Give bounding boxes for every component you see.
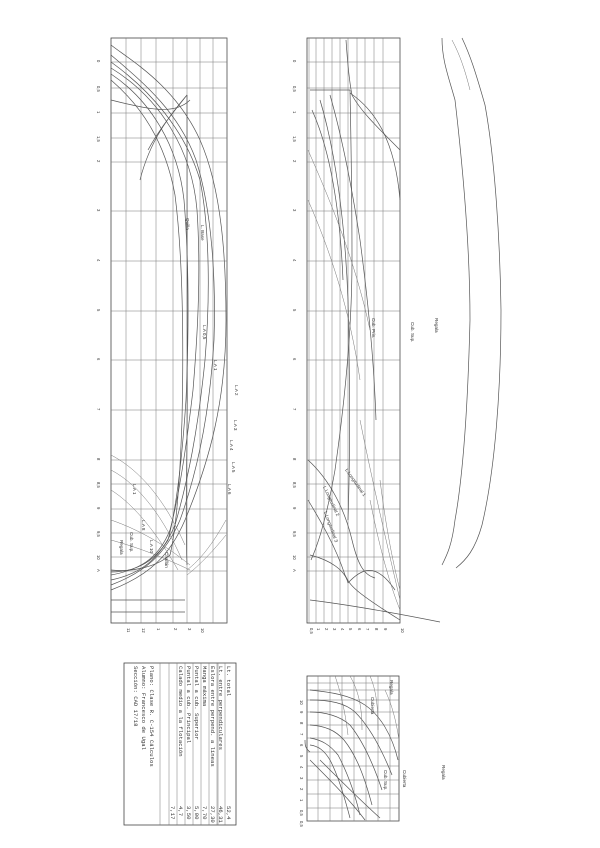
label-regala-small: Regala xyxy=(389,680,394,695)
table-row-value: 4,7 xyxy=(177,806,184,817)
section-tick: 9 xyxy=(299,711,304,714)
station-tick: 0 xyxy=(292,60,297,63)
station-tick: 9 xyxy=(292,507,297,510)
label-longitudinal-1: L.Longitudinal 1 xyxy=(344,467,367,498)
section-tick: 0,5 xyxy=(299,810,304,816)
station-tick: 7 xyxy=(292,408,297,411)
label-la10: L.A 10 xyxy=(149,540,154,554)
label-chaflan: Chaflán xyxy=(164,552,169,568)
buttock-grid-lines xyxy=(309,38,400,623)
waterline-grid-lines xyxy=(126,38,227,623)
label-linea-base: L. Base xyxy=(200,225,205,241)
waterline-tick: 5 xyxy=(348,628,353,631)
label-la8: L.A 8 xyxy=(141,520,146,531)
station-tick: 1 xyxy=(292,111,297,114)
table-footer xyxy=(132,666,155,767)
table-rows xyxy=(169,663,232,825)
label-cub-sup-small: Cub. Sup. xyxy=(383,770,388,791)
station-tick: 0,5 xyxy=(292,86,297,92)
section-tick: 8 xyxy=(299,722,304,725)
station-tick: 3 xyxy=(96,209,101,212)
body-plan-panel xyxy=(299,676,446,827)
section-tick: 0,5 xyxy=(299,821,304,827)
section-tick: 3 xyxy=(299,777,304,780)
table-row-label: Lt. total xyxy=(225,666,232,697)
label-quilla: Quilla xyxy=(185,218,190,230)
section-tick: 7 xyxy=(299,733,304,736)
waterline-tick-labels xyxy=(309,628,405,634)
waterline-tick: 12 xyxy=(141,628,146,633)
station-tick: 0,5 xyxy=(96,86,101,92)
label-la1: L.A 1 xyxy=(213,360,218,371)
station-tick: 3 xyxy=(292,209,297,212)
station-tick: 0 xyxy=(96,60,101,63)
station-tick-labels xyxy=(292,60,297,572)
label-la4: L.A 4 xyxy=(229,440,234,451)
section-tick: 4 xyxy=(299,766,304,769)
label-cubierta: Cub. Sup. xyxy=(129,532,134,553)
label-regala-right: Regala xyxy=(441,765,446,780)
waterline-tick: 1 xyxy=(156,628,161,631)
label-la05: L.A 0,5 xyxy=(202,325,207,340)
label-regala-profile: Regala xyxy=(434,318,439,333)
station-grid-lines xyxy=(111,62,227,571)
station-tick: 1 xyxy=(96,111,101,114)
station-tick: 5 xyxy=(96,309,101,312)
station-tick: 2 xyxy=(292,160,297,163)
station-tick: 7 xyxy=(96,408,101,411)
table-row-label: Lt. entre perpendiculares xyxy=(217,666,224,750)
label-cub-prin: Cub. Prin. xyxy=(371,318,376,339)
body-plan-grid xyxy=(307,676,399,821)
label-la1b: L.A 1 xyxy=(132,484,137,495)
waterline-tick: 7 xyxy=(365,628,370,631)
profile-panel xyxy=(292,38,440,634)
station-tick: 8 xyxy=(96,458,101,461)
label-regala: Regala xyxy=(119,540,124,555)
station-tick: 4 xyxy=(96,259,101,262)
section-tick: 1 xyxy=(299,799,304,802)
station-tick: 9,5 xyxy=(96,531,101,537)
title-block-table xyxy=(124,663,236,825)
table-row-value: 5,00 xyxy=(193,806,200,820)
station-tick: 9 xyxy=(96,507,101,510)
station-tick: 8,5 xyxy=(292,482,297,488)
waterlines-panel xyxy=(96,38,239,633)
section-tick: 5 xyxy=(299,755,304,758)
label-la6: L.A 6 xyxy=(227,484,232,495)
table-row-value: 3,50 xyxy=(185,806,192,820)
station-tick: 4 xyxy=(292,259,297,262)
section-tick-labels xyxy=(299,700,304,827)
waterline-tick: 10 xyxy=(400,628,405,633)
table-row-label: Eslora entre perpend. a líneas xyxy=(209,666,216,767)
label-la5: L.A 5 xyxy=(231,462,236,473)
section-tick: 10 xyxy=(299,700,304,705)
label-cubierta-right: Cubierta xyxy=(402,770,407,788)
table-row-value: 52,4 xyxy=(225,806,232,820)
waterline-tick: 0,5 xyxy=(309,628,314,634)
table-row-label: Calado medio a la flotación xyxy=(177,666,184,757)
station-tick: A xyxy=(96,569,101,572)
station-tick: 5 xyxy=(292,309,297,312)
label-la3: L.A 3 xyxy=(233,420,238,431)
body-plan-labels xyxy=(370,680,446,790)
waterline-tick: 10 xyxy=(200,628,205,633)
waterline-tick: 3 xyxy=(332,628,337,631)
station-tick: 9,5 xyxy=(292,531,297,537)
table-row-label: Puntal a cub. Principal xyxy=(185,666,192,744)
table-row-label: Manga máxima xyxy=(201,666,208,707)
table-row-label: Puntal a cub. Superior xyxy=(193,666,200,740)
table-row-value: 7,70 xyxy=(201,806,208,820)
station-tick: 1,5 xyxy=(292,136,297,142)
section-curves xyxy=(305,676,399,820)
station-tick: A xyxy=(292,569,297,572)
station-tick: 8 xyxy=(292,458,297,461)
table-footer-line: Alumno: Francesco de Ugal xyxy=(140,666,147,750)
waterline-tick: 8 xyxy=(374,628,379,631)
label-la2: L.A 2 xyxy=(234,385,239,396)
table-row-value: 27,30 xyxy=(209,806,216,823)
station-tick: 10 xyxy=(292,555,297,560)
station-tick: 8,5 xyxy=(96,482,101,488)
waterline-tick: 6 xyxy=(357,628,362,631)
station-tick: 6 xyxy=(292,358,297,361)
waterline-tick: 2 xyxy=(324,628,329,631)
waterline-curves xyxy=(111,45,226,612)
waterline-tick: 4 xyxy=(340,628,345,631)
waterline-tick: 3 xyxy=(187,628,192,631)
label-longitudinal-2: L.Longitudinal 2 xyxy=(322,485,341,517)
section-tick: 6 xyxy=(299,744,304,747)
waterline-tick-labels xyxy=(126,628,205,633)
waterline-tick: 9 xyxy=(383,628,388,631)
waterline-tick: 11 xyxy=(126,628,131,633)
station-tick: 6 xyxy=(96,358,101,361)
station-tick: 1,5 xyxy=(96,136,101,142)
table-footer-line: Plano: Clase R. C-154 Cálculos xyxy=(148,666,155,767)
label-longitudinal-3: L.Longitudinal 3 xyxy=(323,510,339,543)
section-tick: 2 xyxy=(299,788,304,791)
table-row-value: 46,31 xyxy=(217,806,224,823)
sheer-profile xyxy=(410,38,501,568)
table-footer-line: Sección: CAD 17/18 xyxy=(132,666,139,727)
table-row-value: 7,17 xyxy=(169,806,176,820)
station-tick-labels xyxy=(96,60,101,572)
waterline-tick: 2 xyxy=(173,628,178,631)
label-cub-sup-profile: Cub. Sup. xyxy=(410,322,415,343)
station-tick: 10 xyxy=(96,555,101,560)
waterline-tick: 1 xyxy=(316,628,321,631)
station-tick: 2 xyxy=(96,160,101,163)
label-cubierta-small: Cubierta xyxy=(370,697,375,715)
